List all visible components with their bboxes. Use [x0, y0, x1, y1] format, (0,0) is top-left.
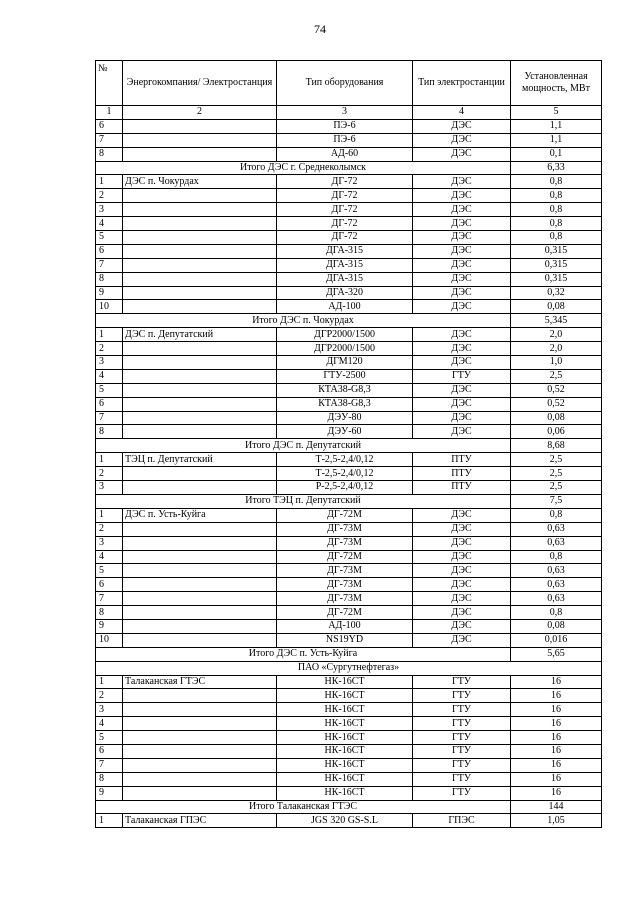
company-cell [123, 772, 277, 786]
column-number: 1 [96, 106, 123, 120]
table-row [96, 397, 602, 411]
table-row [96, 689, 602, 703]
plant-type-cell: ГТУ [413, 675, 511, 689]
row-number: 8 [96, 606, 123, 620]
row-number: 1 [96, 508, 123, 522]
equipment-cell: JGS 320 GS-S.L [277, 814, 413, 828]
total-label: Итого ДЭС п. Усть-Куйга [96, 647, 511, 661]
row-number: 7 [96, 592, 123, 606]
equipment-cell: НК-16СТ [277, 744, 413, 758]
row-number: 4 [96, 550, 123, 564]
capacity-cell: 2,5 [511, 453, 602, 467]
capacity-cell: 0,8 [511, 217, 602, 231]
company-cell [123, 258, 277, 272]
row-number: 3 [96, 356, 123, 370]
row-number: 9 [96, 286, 123, 300]
table-row [96, 272, 602, 286]
capacity-cell: 0,08 [511, 411, 602, 425]
company-cell [123, 619, 277, 633]
table-row [96, 300, 602, 314]
plant-type-cell: ДЭС [413, 592, 511, 606]
equipment-cell: ПЭ-6 [277, 133, 413, 147]
company-cell [123, 578, 277, 592]
row-number: 6 [96, 119, 123, 133]
plant-type-cell: ДЭС [413, 203, 511, 217]
row-number: 1 [96, 675, 123, 689]
row-number: 5 [96, 383, 123, 397]
plant-type-cell: ДЭС [413, 411, 511, 425]
capacity-cell: 1,1 [511, 119, 602, 133]
row-number: 5 [96, 731, 123, 745]
capacity-cell: 2,5 [511, 467, 602, 481]
row-number: 2 [96, 189, 123, 203]
equipment-cell: ДГА-320 [277, 286, 413, 300]
company-cell [123, 481, 277, 495]
capacity-cell: 0,8 [511, 606, 602, 620]
row-number: 2 [96, 467, 123, 481]
company-cell [123, 522, 277, 536]
capacity-cell: 0,315 [511, 272, 602, 286]
total-capacity: 5,65 [511, 647, 602, 661]
total-capacity: 144 [511, 800, 602, 814]
plant-type-cell: ДЭС [413, 550, 511, 564]
equipment-cell: НК-16СТ [277, 786, 413, 800]
capacity-cell: 0,52 [511, 383, 602, 397]
section-label: ПАО «Сургутнефтегаз» [96, 661, 602, 675]
row-number: 3 [96, 481, 123, 495]
capacity-cell: 16 [511, 675, 602, 689]
plant-type-cell: ДЭС [413, 425, 511, 439]
equipment-cell: НК-16СТ [277, 689, 413, 703]
table-row [96, 564, 602, 578]
page-number: 74 [314, 22, 326, 36]
plant-type-cell: ДЭС [413, 397, 511, 411]
equipment-cell: ДГ-72 [277, 231, 413, 245]
total-row [96, 800, 602, 814]
equipment-cell: АД-100 [277, 300, 413, 314]
table-row [96, 508, 602, 522]
company-cell: ДЭС п. Депутатский [123, 328, 277, 342]
equipment-cell: ГТУ-2500 [277, 369, 413, 383]
column-number: 2 [123, 106, 277, 120]
capacity-cell: 0,8 [511, 231, 602, 245]
capacity-cell: 16 [511, 703, 602, 717]
company-cell [123, 133, 277, 147]
plant-type-cell: ДЭС [413, 536, 511, 550]
capacity-cell: 0,8 [511, 189, 602, 203]
table-row [96, 383, 602, 397]
equipment-cell: ДГ-72 [277, 217, 413, 231]
table-row [96, 189, 602, 203]
company-cell [123, 550, 277, 564]
section-row [96, 661, 602, 675]
total-capacity: 6,33 [511, 161, 602, 175]
company-cell: Талаканская ГПЭС [123, 814, 277, 828]
capacity-cell: 0,08 [511, 619, 602, 633]
equipment-cell: ДГ-73М [277, 592, 413, 606]
capacity-cell: 16 [511, 731, 602, 745]
header-capacity: Установленная мощность, МВт [511, 61, 602, 106]
row-number: 8 [96, 772, 123, 786]
plant-type-cell: ДЭС [413, 633, 511, 647]
equipment-cell: НК-16СТ [277, 731, 413, 745]
table-row [96, 717, 602, 731]
company-cell [123, 592, 277, 606]
company-cell [123, 369, 277, 383]
row-number: 8 [96, 272, 123, 286]
row-number: 6 [96, 244, 123, 258]
capacity-cell: 2,0 [511, 342, 602, 356]
plant-type-cell: ПТУ [413, 467, 511, 481]
row-number: 3 [96, 536, 123, 550]
plant-type-cell: ДЭС [413, 231, 511, 245]
equipment-cell: НК-16СТ [277, 675, 413, 689]
equipment-cell: ДГР2000/1500 [277, 328, 413, 342]
table-row [96, 203, 602, 217]
company-cell [123, 717, 277, 731]
company-cell [123, 689, 277, 703]
column-number: 4 [413, 106, 511, 120]
company-cell [123, 758, 277, 772]
equipment-cell: Т-2,5-2,4/0,12 [277, 467, 413, 481]
capacity-cell: 16 [511, 744, 602, 758]
capacity-cell: 0,1 [511, 147, 602, 161]
equipment-cell: ДГ-73М [277, 536, 413, 550]
total-capacity: 8,68 [511, 439, 602, 453]
total-row [96, 647, 602, 661]
capacity-cell: 0,63 [511, 536, 602, 550]
table-row [96, 606, 602, 620]
column-number-row [96, 106, 602, 120]
plant-type-cell: ДЭС [413, 328, 511, 342]
capacity-cell: 0,52 [511, 397, 602, 411]
table-row [96, 536, 602, 550]
capacity-cell: 16 [511, 772, 602, 786]
plant-type-cell: ДЭС [413, 147, 511, 161]
company-cell [123, 397, 277, 411]
capacity-cell: 0,63 [511, 564, 602, 578]
capacity-cell: 0,016 [511, 633, 602, 647]
equipment-cell: ДГА-315 [277, 258, 413, 272]
equipment-cell: КТА38-G8,3 [277, 383, 413, 397]
table-row [96, 772, 602, 786]
row-number: 3 [96, 203, 123, 217]
company-cell [123, 356, 277, 370]
equipment-cell: НК-16СТ [277, 717, 413, 731]
total-label: Итого ДЭС п. Чокурдах [96, 314, 511, 328]
row-number: 2 [96, 342, 123, 356]
company-cell [123, 467, 277, 481]
table-row [96, 633, 602, 647]
row-number: 6 [96, 578, 123, 592]
equipment-cell: ДГ-73М [277, 578, 413, 592]
equipment-cell: НК-16СТ [277, 703, 413, 717]
table-row [96, 731, 602, 745]
plant-type-cell: ДЭС [413, 619, 511, 633]
equipment-cell: ДГР2000/1500 [277, 342, 413, 356]
company-cell [123, 606, 277, 620]
column-number: 5 [511, 106, 602, 120]
table-row [96, 244, 602, 258]
company-cell [123, 383, 277, 397]
table-row [96, 369, 602, 383]
row-number: 5 [96, 231, 123, 245]
table-row [96, 217, 602, 231]
capacity-cell: 0,8 [511, 203, 602, 217]
row-number: 4 [96, 369, 123, 383]
capacity-cell: 2,5 [511, 369, 602, 383]
company-cell: ДЭС п. Усть-Куйга [123, 508, 277, 522]
company-cell [123, 411, 277, 425]
total-row [96, 494, 602, 508]
company-cell [123, 425, 277, 439]
plant-type-cell: ГТУ [413, 703, 511, 717]
power-plants-table [95, 60, 602, 828]
plant-type-cell: ДЭС [413, 300, 511, 314]
plant-type-cell: ГТУ [413, 758, 511, 772]
total-capacity: 7,5 [511, 494, 602, 508]
row-number: 2 [96, 522, 123, 536]
company-cell [123, 564, 277, 578]
plant-type-cell: ДЭС [413, 564, 511, 578]
header-equipment: Тип оборудования [277, 61, 413, 106]
capacity-cell: 2,0 [511, 328, 602, 342]
company-cell [123, 300, 277, 314]
table-row [96, 758, 602, 772]
company-cell [123, 119, 277, 133]
table-row [96, 356, 602, 370]
capacity-cell: 0,8 [511, 550, 602, 564]
company-cell [123, 244, 277, 258]
table-row [96, 119, 602, 133]
plant-type-cell: ДЭС [413, 356, 511, 370]
equipment-cell: NS19YD [277, 633, 413, 647]
total-label: Итого ТЭЦ п. Депутатский [96, 494, 511, 508]
row-number: 1 [96, 328, 123, 342]
capacity-cell: 1,1 [511, 133, 602, 147]
plant-type-cell: ДЭС [413, 133, 511, 147]
row-number: 1 [96, 814, 123, 828]
company-cell [123, 744, 277, 758]
table-row [96, 592, 602, 606]
equipment-cell: ДГМ120 [277, 356, 413, 370]
header-plant-type: Тип электростанции [413, 61, 511, 106]
table-row [96, 133, 602, 147]
capacity-cell: 0,8 [511, 175, 602, 189]
company-cell [123, 731, 277, 745]
plant-type-cell: ДЭС [413, 286, 511, 300]
plant-type-cell: ГПЭС [413, 814, 511, 828]
table-row [96, 550, 602, 564]
plant-type-cell: ГТУ [413, 786, 511, 800]
equipment-cell: ДГА-315 [277, 272, 413, 286]
plant-type-cell: ДЭС [413, 258, 511, 272]
row-number: 10 [96, 633, 123, 647]
table-row [96, 175, 602, 189]
row-number: 2 [96, 689, 123, 703]
row-number: 5 [96, 564, 123, 578]
table-body [96, 106, 602, 828]
plant-type-cell: ДЭС [413, 578, 511, 592]
equipment-cell: ДГ-73М [277, 522, 413, 536]
company-cell [123, 703, 277, 717]
capacity-cell: 0,06 [511, 425, 602, 439]
capacity-cell: 1,0 [511, 356, 602, 370]
equipment-cell: АД-100 [277, 619, 413, 633]
equipment-cell: ДГА-315 [277, 244, 413, 258]
table-row [96, 328, 602, 342]
row-number: 9 [96, 786, 123, 800]
plant-type-cell: ДЭС [413, 175, 511, 189]
plant-type-cell: ГТУ [413, 744, 511, 758]
row-number: 6 [96, 397, 123, 411]
equipment-cell: ДГ-72М [277, 606, 413, 620]
table-row [96, 675, 602, 689]
header-company: Энергокомпания/ Электростанция [123, 61, 277, 106]
equipment-cell: ДЭУ-60 [277, 425, 413, 439]
total-row [96, 439, 602, 453]
equipment-cell: ДГ-73М [277, 564, 413, 578]
table-row [96, 425, 602, 439]
table-row [96, 744, 602, 758]
equipment-cell: НК-16СТ [277, 758, 413, 772]
row-number: 4 [96, 717, 123, 731]
capacity-cell: 16 [511, 689, 602, 703]
table-row [96, 453, 602, 467]
capacity-cell: 0,8 [511, 508, 602, 522]
equipment-cell: ДГ-72 [277, 175, 413, 189]
company-cell: Талаканская ГТЭС [123, 675, 277, 689]
table-row [96, 258, 602, 272]
total-label: Итого ДЭС г. Среднеколымск [96, 161, 511, 175]
equipment-cell: ДГ-72 [277, 203, 413, 217]
row-number: 7 [96, 133, 123, 147]
table-row [96, 467, 602, 481]
company-cell [123, 231, 277, 245]
equipment-cell: АД-60 [277, 147, 413, 161]
plant-type-cell: ПТУ [413, 453, 511, 467]
row-number: 6 [96, 744, 123, 758]
table-header-row [96, 61, 602, 106]
table-row [96, 231, 602, 245]
capacity-cell: 0,63 [511, 578, 602, 592]
plant-type-cell: ДЭС [413, 383, 511, 397]
plant-type-cell: ДЭС [413, 189, 511, 203]
row-number: 1 [96, 453, 123, 467]
total-label: Итого ДЭС п. Депутатский [96, 439, 511, 453]
capacity-cell: 16 [511, 786, 602, 800]
total-row [96, 161, 602, 175]
plant-type-cell: ПТУ [413, 481, 511, 495]
company-cell [123, 633, 277, 647]
company-cell [123, 203, 277, 217]
row-number: 9 [96, 619, 123, 633]
plant-type-cell: ГТУ [413, 731, 511, 745]
column-number: 3 [277, 106, 413, 120]
row-number: 4 [96, 217, 123, 231]
table-row [96, 147, 602, 161]
company-cell [123, 786, 277, 800]
plant-type-cell: ДЭС [413, 119, 511, 133]
plant-type-cell: ДЭС [413, 522, 511, 536]
total-capacity: 5,345 [511, 314, 602, 328]
header-number: № [96, 61, 123, 106]
equipment-cell: Т-2,5-2,4/0,12 [277, 453, 413, 467]
row-number: 8 [96, 425, 123, 439]
plant-type-cell: ДЭС [413, 606, 511, 620]
total-label: Итого Талаканская ГТЭС [96, 800, 511, 814]
equipment-cell: НК-16СТ [277, 772, 413, 786]
plant-type-cell: ДЭС [413, 217, 511, 231]
row-number: 7 [96, 411, 123, 425]
table-row [96, 286, 602, 300]
equipment-cell: ПЭ-6 [277, 119, 413, 133]
equipment-cell: ДГ-72М [277, 550, 413, 564]
capacity-cell: 0,32 [511, 286, 602, 300]
equipment-cell: ДГ-72М [277, 508, 413, 522]
capacity-cell: 0,63 [511, 592, 602, 606]
company-cell: ТЭЦ п. Депутатский [123, 453, 277, 467]
capacity-cell: 16 [511, 717, 602, 731]
capacity-cell: 2,5 [511, 481, 602, 495]
plant-type-cell: ДЭС [413, 508, 511, 522]
table-row [96, 342, 602, 356]
capacity-cell: 16 [511, 758, 602, 772]
table-row [96, 619, 602, 633]
capacity-cell: 0,315 [511, 258, 602, 272]
plant-type-cell: ДЭС [413, 342, 511, 356]
table-row [96, 703, 602, 717]
company-cell [123, 536, 277, 550]
equipment-cell: ДЭУ-80 [277, 411, 413, 425]
row-number: 7 [96, 758, 123, 772]
plant-type-cell: ГТУ [413, 369, 511, 383]
plant-type-cell: ДЭС [413, 244, 511, 258]
table-row [96, 411, 602, 425]
capacity-cell: 0,63 [511, 522, 602, 536]
row-number: 8 [96, 147, 123, 161]
plant-type-cell: ГТУ [413, 772, 511, 786]
row-number: 3 [96, 703, 123, 717]
company-cell [123, 217, 277, 231]
plant-type-cell: ДЭС [413, 272, 511, 286]
total-row [96, 314, 602, 328]
capacity-cell: 0,315 [511, 244, 602, 258]
company-cell: ДЭС п. Чокурдах [123, 175, 277, 189]
company-cell [123, 272, 277, 286]
equipment-cell: ДГ-72 [277, 189, 413, 203]
row-number: 1 [96, 175, 123, 189]
company-cell [123, 147, 277, 161]
company-cell [123, 189, 277, 203]
company-cell [123, 286, 277, 300]
capacity-cell: 0,08 [511, 300, 602, 314]
plant-type-cell: ГТУ [413, 689, 511, 703]
table-row [96, 578, 602, 592]
company-cell [123, 342, 277, 356]
equipment-cell: КТА38-G8,3 [277, 397, 413, 411]
row-number: 10 [96, 300, 123, 314]
table-row [96, 786, 602, 800]
equipment-cell: Р-2,5-2,4/0,12 [277, 481, 413, 495]
table-row [96, 522, 602, 536]
table-row [96, 481, 602, 495]
table-row [96, 814, 602, 828]
capacity-cell: 1,05 [511, 814, 602, 828]
plant-type-cell: ГТУ [413, 717, 511, 731]
row-number: 7 [96, 258, 123, 272]
